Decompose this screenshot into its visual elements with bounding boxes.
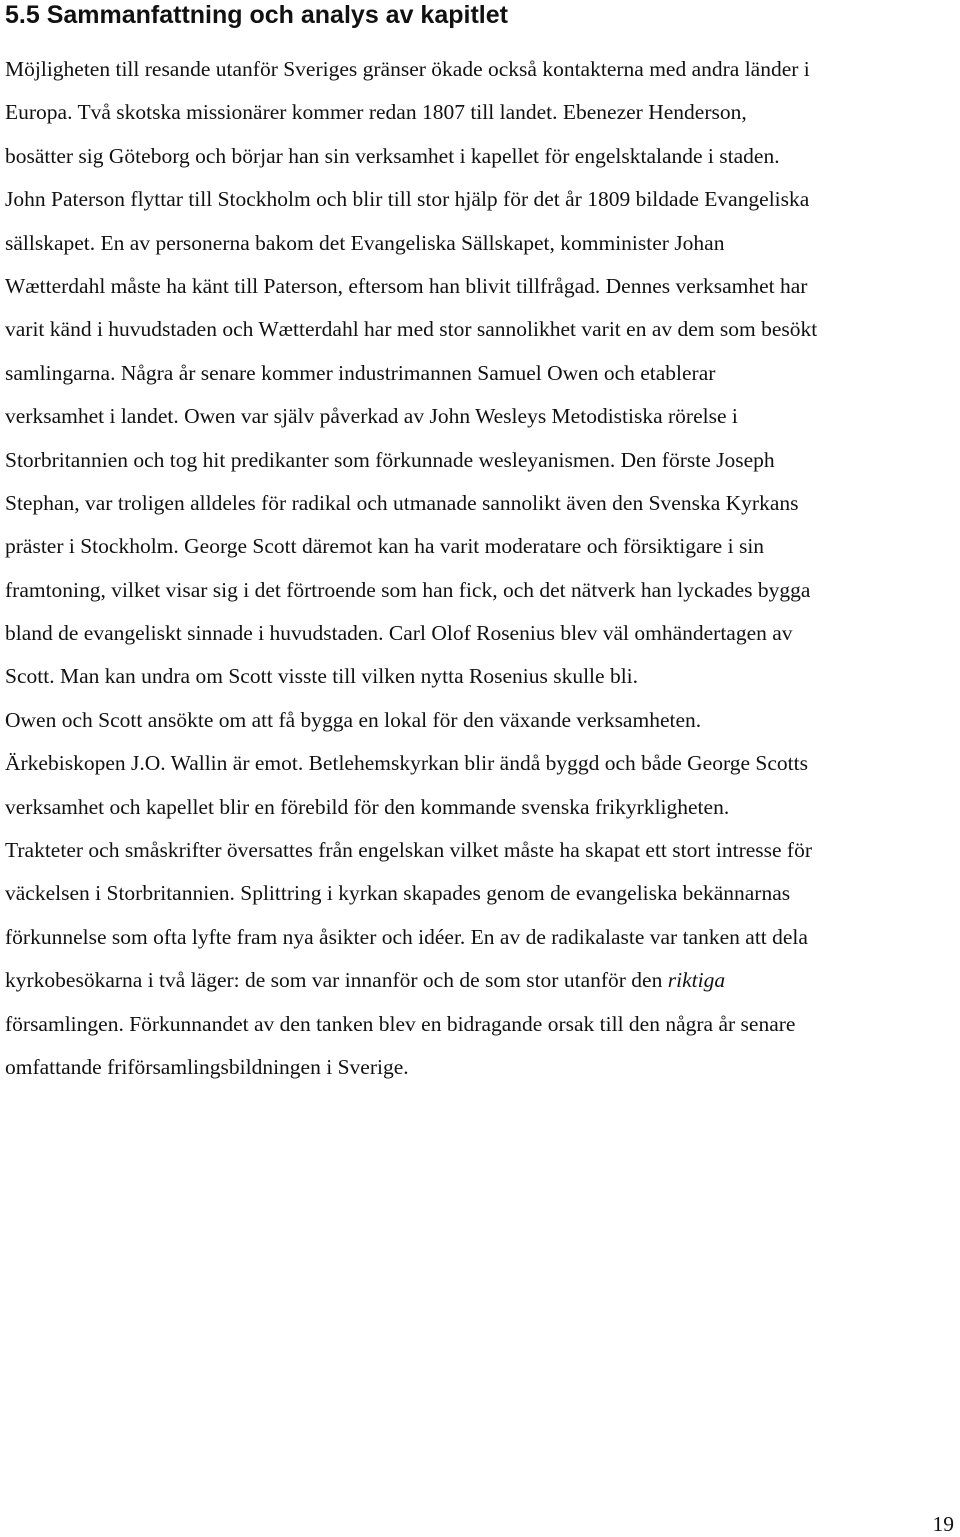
text-line: Storbritannien och tog hit predikanter som förkunnade wesleyanismen. Den förste Joseph <box>5 447 775 472</box>
text-line-segment: kyrkobesökarna i två läger: de som var innanför och de som stor utanför den <box>5 968 668 993</box>
text-line: verksamhet och kapellet blir en förebild för den kommande svenska frikyrkligheten. <box>5 794 730 819</box>
text-line: Stephan, var troligen alldeles för radikal och utmanade sannolikt även den Svenska Kyrkans <box>5 490 799 515</box>
text-line: sällskapet. En av personerna bakom det Evangeliska Sällskapet, komminister Johan <box>5 230 725 255</box>
text-line <box>5 959 960 1002</box>
text-line: varit känd i huvudstaden och Wætterdahl har med stor sannolikhet varit en av dem som besökt <box>5 317 818 342</box>
italic-word: riktiga <box>667 968 726 993</box>
text-line: Ärkebiskopen J.O. Wallin är emot. Betlehemskyrkan blir ändå byggd och både George Scotts <box>5 751 808 776</box>
body-paragraph <box>5 48 960 1089</box>
text-line: framtoning, vilket visar sig i det förtroende som han fick, och det nätverk han lyckades bygga <box>5 577 811 602</box>
page-number: 19 <box>932 1512 954 1536</box>
text-line: Wætterdahl måste ha känt till Paterson, eftersom han blivit tillfrågad. Dennes verksamhet har <box>5 273 808 298</box>
text-line: verksamhet i landet. Owen var själv påverkad av John Wesleys Metodistiska rörelse i <box>5 404 738 429</box>
text-line: väckelsen i Storbritannien. Splittring i kyrkan skapades genom de evangeliska bekännarnas <box>5 881 791 906</box>
text-line: samlingarna. Några år senare kommer industrimannen Samuel Owen och etablerar <box>5 360 716 385</box>
text-line: omfattande friförsamlingsbildningen i Sverige. <box>5 1054 409 1079</box>
section-heading: 5.5 Sammanfattning och analys av kapitlet <box>5 1 508 29</box>
text-line: Möjligheten till resande utanför Sveriges gränser ökade också kontakterna med andra länder i <box>5 57 810 81</box>
text-line: Scott. Man kan undra om Scott visste till vilken nytta Rosenius skulle bli. <box>5 664 639 689</box>
text-line: Europa. Två skotska missionärer kommer redan 1807 till landet. Ebenezer Henderson, <box>5 100 747 125</box>
text-line: bland de evangeliskt sinnade i huvudstaden. Carl Olof Rosenius blev väl omhändertagen av <box>5 621 793 646</box>
text-line: Owen och Scott ansökte om att få bygga en lokal för den växande verksamheten. <box>5 707 702 732</box>
text-line: församlingen. Förkunnandet av den tanken blev en bidragande orsak till den några år senare <box>5 1011 796 1036</box>
text-line: präster i Stockholm. George Scott däremot kan ha varit moderatare och försiktigare i sin <box>5 534 765 559</box>
text-line: förkunnelse som ofta lyfte fram nya åsikter och idéer. En av de radikalaste var tanken att dela <box>5 924 808 949</box>
text-line: John Paterson flyttar till Stockholm och blir till stor hjälp för det år 1809 bildade Evangeliska <box>5 187 810 212</box>
text-line: Trakteter och småskrifter översattes från engelskan vilket måste ha skapat ett stort intresse för <box>5 838 812 863</box>
text-line: bosätter sig Göteborg och börjar han sin verksamhet i kapellet för engelsktalande i staden. <box>5 143 780 168</box>
